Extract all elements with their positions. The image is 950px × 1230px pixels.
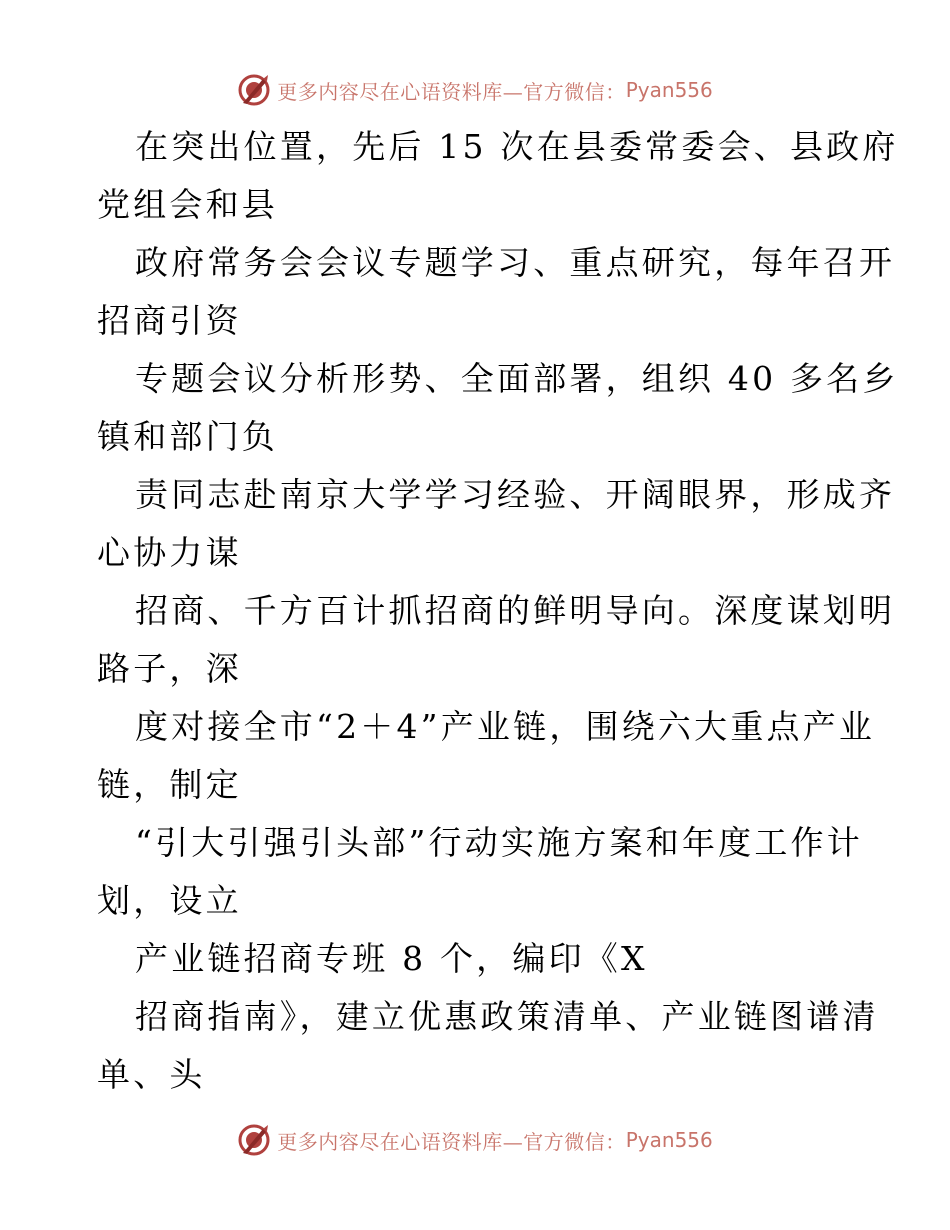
text-line: 在突出位置，先后 15 次在县委常委会、县政府 [135, 127, 899, 166]
text-line: 招商、千方百计抓招商的鲜明导向。深度谋划明 [135, 591, 896, 630]
text-line: 心协力谋 [97, 533, 242, 572]
text-line: 镇和部门负 [97, 417, 278, 456]
text-line: 政府常务会会议专题学习、重点研究，每年召开 [135, 243, 896, 282]
header-watermark [0, 72, 950, 108]
watermark-text: 更多内容尽在心语资料库—官方微信： [277, 79, 626, 104]
text-line: 单、头 [97, 1055, 206, 1094]
text-line: 招商指南》，建立优惠政策清单、产业链图谱清 [135, 997, 879, 1036]
watermark-contact: Pyan556 [625, 78, 713, 102]
text-line: 招商引资 [97, 301, 242, 340]
document-body [97, 118, 899, 1104]
text-line: 产业链招商专班 8 个，编印《X [135, 939, 648, 978]
quill-pen-logo-icon [237, 1123, 271, 1157]
text-line: 划，设立 [97, 881, 242, 920]
text-line: “引大引强引头部”行动实施方案和年度工作计 [135, 823, 863, 862]
text-line: 责同志赴南京大学学习经验、开阔眼界，形成齐 [135, 475, 896, 514]
watermark-text: 更多内容尽在心语资料库—官方微信： [277, 1129, 626, 1154]
text-line: 党组会和县 [97, 185, 278, 224]
footer-watermark [0, 1122, 950, 1158]
quill-pen-logo-icon [237, 73, 271, 107]
text-line: 路子，深 [97, 649, 242, 688]
text-line: 链，制定 [97, 765, 242, 804]
text-line: 专题会议分析形势、全面部署，组织 40 多名乡 [135, 359, 899, 398]
watermark-contact: Pyan556 [625, 1128, 713, 1152]
text-line: 度对接全市“2＋4”产业链，围绕六大重点产业 [135, 707, 876, 746]
